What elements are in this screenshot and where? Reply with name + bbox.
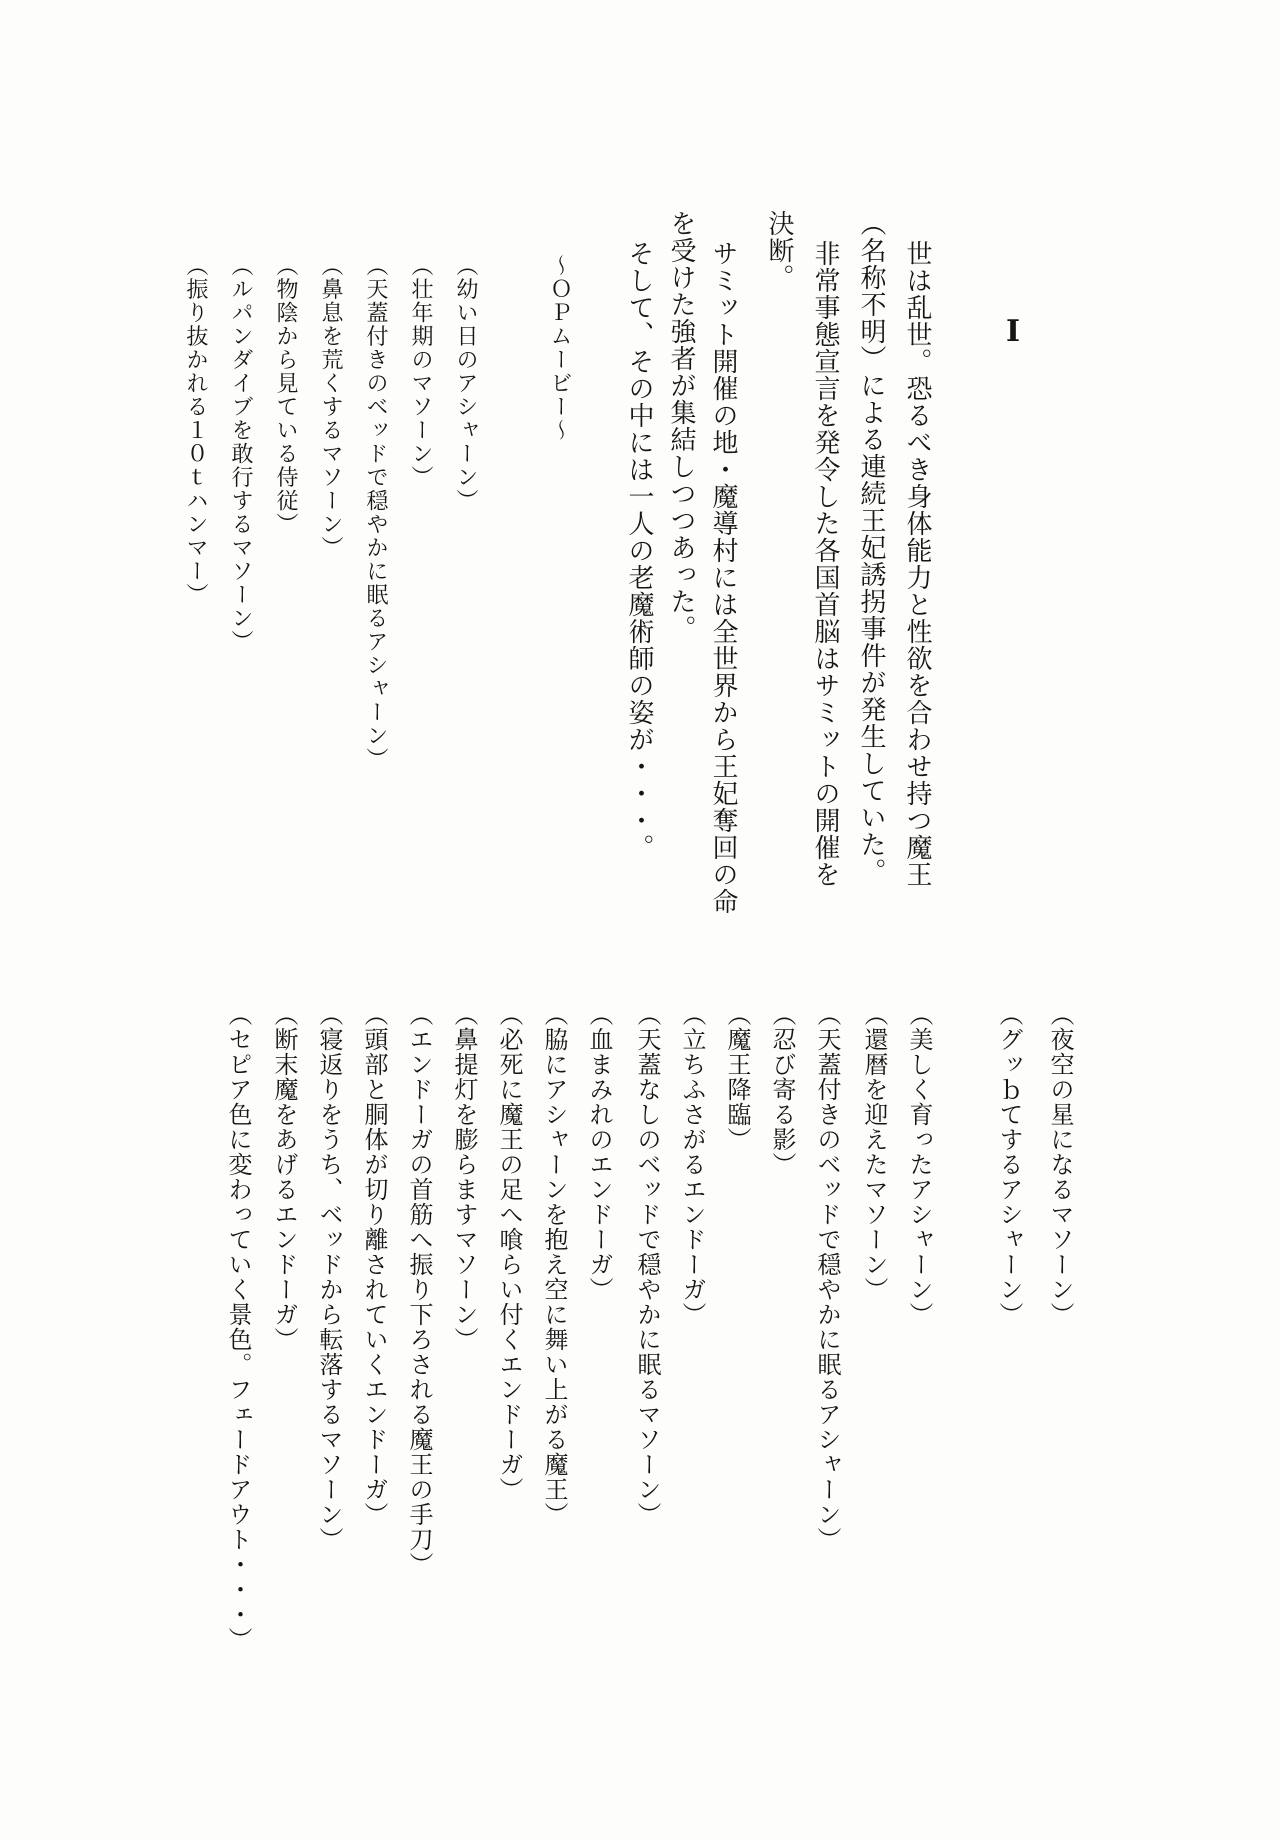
scene-direction-line: （ルパンダイブを敢行するマソーン） — [228, 254, 253, 654]
scene-direction-line: （立ちふさがるエンドーガ） — [678, 1002, 706, 1327]
scene-direction-line: （天蓋付きのベッドで穏やかに眠るアシャーン） — [363, 254, 388, 771]
narration-line: そして、その中には一人の老魔術師の姿が・・・。 — [624, 240, 654, 861]
scene-direction-line: （魔王降臨） — [723, 1002, 751, 1152]
scene-direction-line: （幼い日のアシャーン） — [453, 254, 478, 513]
scene-direction-line: （断末魔をあげるエンドーガ） — [270, 1002, 298, 1352]
scene-direction-line: （グッｂてするアシャーン） — [995, 1002, 1023, 1327]
scene-direction-line: （鼻息を荒くするマソーン） — [318, 254, 343, 560]
op-movie-marker: 〜ＯＰムービー〜 — [547, 254, 572, 442]
scene-direction-line: （振り抜かれる１０ｔハンマー） — [183, 254, 208, 607]
scene-direction-line: （壮年期のマソーン） — [408, 254, 433, 489]
narration-line: 非常事態宣言を発令した各国首脳はサミットの開催を — [810, 240, 840, 888]
scene-direction-line: （忍び寄る影） — [768, 1002, 796, 1177]
scene-direction-line: （鼻提灯を膨らますマソーン） — [450, 1002, 478, 1352]
scene-direction-line: （血まみれのエンドーガ） — [585, 1002, 613, 1302]
narration-line: 世は乱世。恐るべき身体能力と性欲を合わせ持つ魔王 — [902, 240, 932, 888]
narration-line: サミット開催の地・魔導村には全世界から王妃奪回の命 — [708, 240, 738, 915]
narration-line: （名称不明）による連続王妃誘拐事件が発生していた。 — [856, 210, 886, 885]
scene-direction-line: （エンドーガの首筋へ振り下ろされる魔王の手刀） — [405, 1002, 433, 1577]
scene-direction-line: （夜空の星になるマソーン） — [1046, 1002, 1074, 1327]
narration-line: 決断。 — [764, 210, 794, 291]
scene-direction-line: （セピア色に変わっていく景色。フェードアウト・・・） — [224, 1002, 252, 1652]
scene-direction-line: （還暦を迎えたマソーン） — [860, 1002, 888, 1302]
narration-line: を受けた強者が集結しつつあった。 — [666, 210, 696, 642]
scene-direction-line: （物陰から見ている侍従） — [273, 254, 298, 536]
scene-direction-line: （頭部と胴体が切り離されていくエンドーガ） — [360, 1002, 388, 1527]
scene-direction-line: （天蓋なしのベッドで穏やかに眠るマソーン） — [633, 1002, 661, 1527]
chapter-numeral: I — [1006, 314, 1021, 349]
scene-direction-line: （脇にアシャーンを抱え空に舞い上がる魔王） — [540, 1002, 568, 1527]
scene-direction-line: （寝返りをうち、ベッドから転落するマソーン） — [315, 1002, 343, 1552]
scene-direction-line: （美しく育ったアシャーン） — [905, 1002, 933, 1327]
scene-direction-line: （必死に魔王の足へ喰らい付くエンドーガ） — [495, 1002, 523, 1502]
scene-direction-line: （天蓋付きのベッドで穏やかに眠るアシャーン） — [813, 1002, 841, 1552]
